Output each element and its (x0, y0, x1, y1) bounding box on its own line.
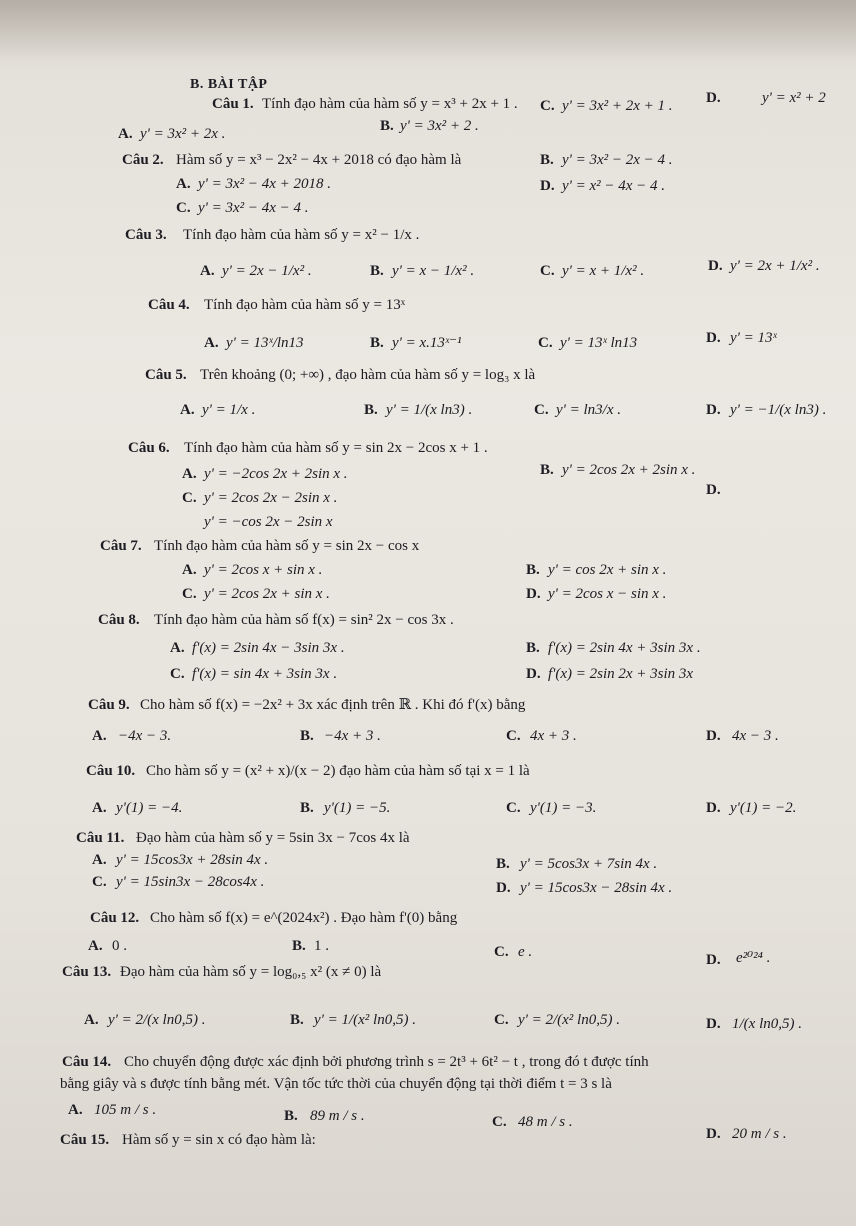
question-3-label: Câu 3. (125, 227, 167, 243)
q3-option-a: y' = 2x − 1/x² . (222, 263, 312, 279)
q13-option-c: y' = 2/(x² ln0,5) . (518, 1012, 620, 1028)
q2-option-b-label: B. (540, 152, 554, 168)
q12-option-b: 1 . (314, 938, 329, 954)
q7-option-b: y' = cos 2x + sin x . (548, 562, 667, 578)
q5-option-c-label: C. (534, 402, 549, 418)
section-heading: B. BÀI TẬP (190, 77, 268, 92)
q5-option-c: y' = ln3/x . (556, 402, 621, 418)
q13-option-d-label: D. (706, 1016, 721, 1032)
q13-option-d: 1/(x ln0,5) . (732, 1016, 802, 1032)
q5-option-b: y' = 1/(x ln3) . (386, 402, 473, 418)
q10-option-a: y'(1) = −4. (116, 800, 183, 816)
q8-option-a: f'(x) = 2sin 4x − 3sin 3x . (192, 640, 345, 656)
q11-option-d: y' = 15cos3x − 28sin 4x . (520, 880, 673, 896)
question-5-text: Trên khoảng (0; +∞) , đạo hàm của hàm số y = log₃ x là (200, 367, 536, 383)
question-14-text: Cho chuyển động được xác định bởi phương trình s = 2t³ + 6t² − t , trong đó t được tính (124, 1054, 649, 1070)
q14-option-a-label: A. (68, 1102, 83, 1118)
q9-option-a-label: A. (92, 728, 107, 744)
question-15-text: Hàm số y = sin x có đạo hàm là: (122, 1132, 316, 1148)
q10-option-a-label: A. (92, 800, 107, 816)
question-9-text: Cho hàm số f(x) = −2x² + 3x xác định trên ℝ . Khi đó f'(x) bằng (140, 697, 526, 713)
q3-option-d-label: D. (708, 258, 723, 274)
q2-option-c: y' = 3x² − 4x − 4 . (198, 200, 309, 216)
q8-option-b-label: B. (526, 640, 540, 656)
q5-option-a-label: A. (180, 402, 195, 418)
q3-option-a-label: A. (200, 263, 215, 279)
q2-option-a-label: A. (176, 176, 191, 192)
q12-option-c: e . (518, 944, 533, 960)
q2-option-b: y' = 3x² − 2x − 4 . (562, 152, 673, 168)
q8-option-d-label: D. (526, 666, 541, 682)
q3-option-c-label: C. (540, 263, 555, 279)
q1-option-b-label: B. (380, 118, 394, 134)
question-2-label: Câu 2. (122, 152, 164, 168)
q8-option-c-label: C. (170, 666, 185, 682)
q11-option-c-label: C. (92, 874, 107, 890)
q7-option-c-label: C. (182, 586, 197, 602)
question-12-label: Câu 12. (90, 910, 140, 926)
q5-option-d-label: D. (706, 402, 721, 418)
q1-option-c: y' = 3x² + 2x + 1 . (562, 98, 673, 114)
q10-option-d-label: D. (706, 800, 721, 816)
q2-option-c-label: C. (176, 200, 191, 216)
q14-option-b: 89 m / s . (310, 1108, 365, 1124)
q5-option-b-label: B. (364, 402, 378, 418)
q8-option-b: f'(x) = 2sin 4x + 3sin 3x . (548, 640, 701, 656)
q7-option-a-label: A. (182, 562, 197, 578)
question-5-label: Câu 5. (145, 367, 187, 383)
q6-option-d-label: D. (706, 482, 721, 498)
q7-option-a: y' = 2cos x + sin x . (204, 562, 323, 578)
q13-option-b: y' = 1/(x² ln0,5) . (314, 1012, 416, 1028)
q11-option-c: y' = 15sin3x − 28cos4x . (116, 874, 265, 890)
q11-option-a-label: A. (92, 852, 107, 868)
q4-option-c-label: C. (538, 335, 553, 351)
q2-option-d-label: D. (540, 178, 555, 194)
q1-option-d-label: D. (706, 90, 721, 106)
question-1-text: Tính đạo hàm của hàm số y = x³ + 2x + 1 . (262, 96, 518, 112)
question-13-label: Câu 13. (62, 964, 112, 980)
q9-option-c-label: C. (506, 728, 521, 744)
question-6-text: Tính đạo hàm của hàm số y = sin 2x − 2cos x + 1 . (184, 440, 488, 456)
q6-option-d: y' = −cos 2x − 2sin x (204, 514, 333, 530)
page-shadow (0, 0, 856, 60)
q12-option-c-label: C. (494, 944, 509, 960)
q6-option-b-label: B. (540, 462, 554, 478)
q12-option-a-label: A. (88, 938, 103, 954)
q4-option-d: y' = 13ˣ (730, 330, 777, 346)
q8-option-c: f'(x) = sin 4x + 3sin 3x . (192, 666, 338, 682)
q9-option-b-label: B. (300, 728, 314, 744)
q6-option-c-label: C. (182, 490, 197, 506)
q12-option-a: 0 . (112, 938, 127, 954)
q14-option-c: 48 m / s . (518, 1114, 573, 1130)
q4-option-a-label: A. (204, 335, 219, 351)
q6-option-c: y' = 2cos 2x − 2sin x . (204, 490, 338, 506)
question-7-text: Tính đạo hàm của hàm số y = sin 2x − cos x (154, 538, 420, 554)
q4-option-b-label: B. (370, 335, 384, 351)
q13-option-b-label: B. (290, 1012, 304, 1028)
q1-option-a-label: A. (118, 126, 133, 142)
q7-option-d: y' = 2cos x − sin x . (548, 586, 667, 602)
question-11-label: Câu 11. (76, 830, 125, 846)
q1-option-b: y' = 3x² + 2 . (400, 118, 479, 134)
q3-option-b: y' = x − 1/x² . (392, 263, 475, 279)
q4-option-d-label: D. (706, 330, 721, 346)
q10-option-c-label: C. (506, 800, 521, 816)
question-12-text: Cho hàm số f(x) = e^(2024x²) . Đạo hàm f'(0) bằng (150, 910, 458, 926)
q1-option-d: y' = x² + 2 (762, 90, 826, 106)
q6-option-a: y' = −2cos 2x + 2sin x . (204, 466, 348, 482)
q1-option-c-label: C. (540, 98, 555, 114)
question-14-label: Câu 14. (62, 1054, 112, 1070)
question-6-label: Câu 6. (128, 440, 170, 456)
question-3-text: Tính đạo hàm của hàm số y = x² − 1/x . (183, 227, 420, 243)
q8-option-d: f'(x) = 2sin 2x + 3sin 3x (548, 666, 694, 682)
question-2-text: Hàm số y = x³ − 2x² − 4x + 2018 có đạo hàm là (176, 152, 462, 168)
q3-option-c: y' = x + 1/x² . (562, 263, 645, 279)
q13-option-c-label: C. (494, 1012, 509, 1028)
q7-option-c: y' = 2cos 2x + sin x . (204, 586, 330, 602)
question-9-label: Câu 9. (88, 697, 130, 713)
q2-option-a: y' = 3x² − 4x + 2018 . (198, 176, 332, 192)
question-4-text: Tính đạo hàm của hàm số y = 13ˣ (204, 297, 406, 313)
q11-option-b-label: B. (496, 856, 510, 872)
q8-option-a-label: A. (170, 640, 185, 656)
q14-option-d: 20 m / s . (732, 1126, 787, 1142)
q10-option-c: y'(1) = −3. (530, 800, 597, 816)
q1-option-a: y' = 3x² + 2x . (140, 126, 226, 142)
q10-option-b-label: B. (300, 800, 314, 816)
question-10-text: Cho hàm số y = (x² + x)/(x − 2) đạo hàm của hàm số tại x = 1 là (146, 763, 530, 779)
q13-option-a-label: A. (84, 1012, 99, 1028)
q10-option-b: y'(1) = −5. (324, 800, 391, 816)
q7-option-b-label: B. (526, 562, 540, 578)
question-4-label: Câu 4. (148, 297, 190, 313)
question-11-text: Đạo hàm của hàm số y = 5sin 3x − 7cos 4x là (136, 830, 410, 846)
q3-option-d: y' = 2x + 1/x² . (730, 258, 820, 274)
q5-option-d: y' = −1/(x ln3) . (730, 402, 827, 418)
q9-option-d: 4x − 3 . (732, 728, 779, 744)
q9-option-c: 4x + 3 . (530, 728, 577, 744)
q4-option-c: y' = 13ˣ ln13 (560, 335, 638, 351)
q6-option-b: y' = 2cos 2x + 2sin x . (562, 462, 696, 478)
q9-option-b: −4x + 3 . (324, 728, 381, 744)
q9-option-a: −4x − 3. (118, 728, 172, 744)
q14-option-b-label: B. (284, 1108, 298, 1124)
q5-option-a: y' = 1/x . (202, 402, 256, 418)
q6-option-a-label: A. (182, 466, 197, 482)
question-10-label: Câu 10. (86, 763, 136, 779)
q10-option-d: y'(1) = −2. (730, 800, 797, 816)
question-8-label: Câu 8. (98, 612, 140, 628)
q3-option-b-label: B. (370, 263, 384, 279)
q13-option-a: y' = 2/(x ln0,5) . (108, 1012, 206, 1028)
question-13-text: Đạo hàm của hàm số y = log₀,₅ x² (x ≠ 0) là (120, 964, 382, 980)
q12-option-b-label: B. (292, 938, 306, 954)
q9-option-d-label: D. (706, 728, 721, 744)
question-15-label: Câu 15. (60, 1132, 110, 1148)
q14-option-a: 105 m / s . (94, 1102, 157, 1118)
q12-option-d: e²⁰²⁴ . (736, 950, 771, 966)
question-14-text-line2: bằng giây và s được tính bằng mét. Vận tốc tức thời của chuyển động tại thời điểm t = 3 s là (60, 1076, 612, 1092)
q4-option-a: y' = 13ˣ/ln13 (226, 335, 304, 351)
question-8-text: Tính đạo hàm của hàm số f(x) = sin² 2x − cos 3x . (154, 612, 454, 628)
q11-option-d-label: D. (496, 880, 511, 896)
q14-option-c-label: C. (492, 1114, 507, 1130)
q7-option-d-label: D. (526, 586, 541, 602)
question-1-label: Câu 1. (212, 96, 254, 112)
q4-option-b: y' = x.13ˣ⁻¹ (392, 335, 462, 351)
q12-option-d-label: D. (706, 952, 721, 968)
q2-option-d: y' = x² − 4x − 4 . (562, 178, 666, 194)
question-7-label: Câu 7. (100, 538, 142, 554)
q11-option-b: y' = 5cos3x + 7sin 4x . (520, 856, 658, 872)
q11-option-a: y' = 15cos3x + 28sin 4x . (116, 852, 269, 868)
q14-option-d-label: D. (706, 1126, 721, 1142)
